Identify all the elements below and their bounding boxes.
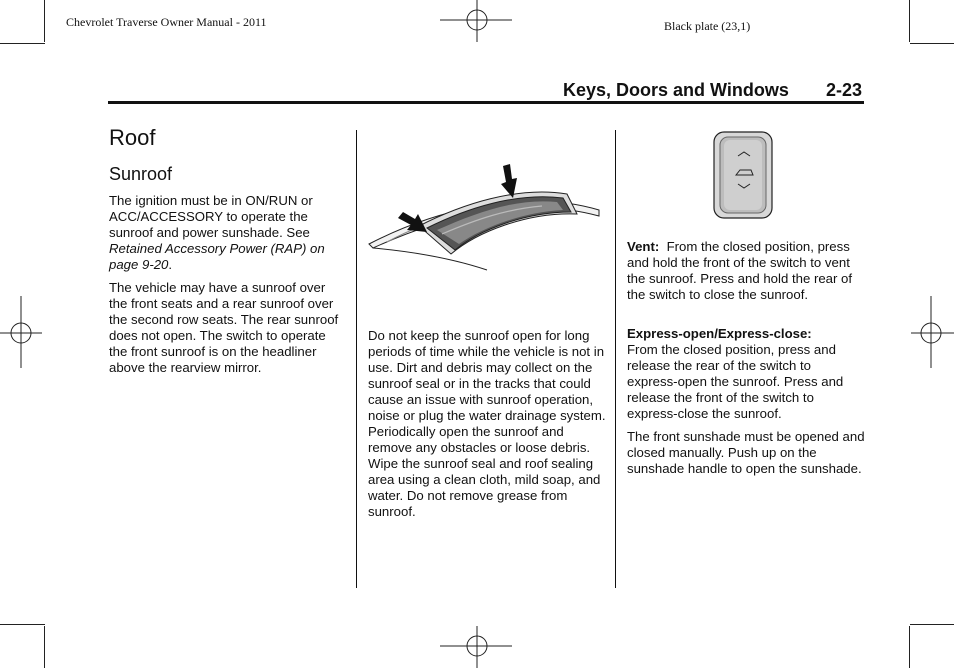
- page-number: 2-23: [826, 80, 863, 100]
- crop-mark: [910, 43, 954, 44]
- sunroof-illustration: [367, 164, 603, 274]
- print-header-right: Black plate (23,1): [664, 19, 751, 33]
- sunshade-paragraph: The front sunshade must be opened and closed manually. Push up on the sunshade handle to open the sunshade.: [627, 429, 865, 476]
- header-rule: [108, 101, 864, 104]
- express-label: Express-open/Express-close:: [627, 326, 812, 341]
- subsection-title: Sunroof: [109, 164, 173, 184]
- sunroof-description-paragraph: The vehicle may have a sunroof over the front seats and a rear sunroof over the second row seats. The rear sunroof does not open. The switch to operate the front sunroof is on the headliner above the rearview mirror.: [109, 280, 339, 375]
- registration-target-right: [909, 296, 954, 371]
- crop-mark: [909, 0, 910, 42]
- crop-mark: [910, 624, 954, 625]
- ignition-paragraph: [109, 193, 341, 273]
- column-divider: [356, 130, 357, 588]
- section-title: Keys, Doors and Windows: [563, 80, 789, 100]
- page-title: Roof: [109, 125, 156, 150]
- registration-target-bottom: [440, 624, 515, 668]
- rap-reference-link[interactable]: Retained Accessory Power (RAP) on page 9-20: [109, 241, 325, 272]
- express-text: From the closed position, press and release the rear of the switch to express-open the sunroof. Press and release the front of the switch to express-close the sunroof.: [627, 342, 844, 421]
- ignition-text: The ignition must be in ON/RUN or ACC/ACCESSORY to operate the sunroof and power sunshade. See: [109, 193, 313, 240]
- express-paragraph: [627, 326, 865, 422]
- crop-mark: [909, 626, 910, 668]
- crop-mark: [44, 626, 45, 668]
- print-header-left: Chevrolet Traverse Owner Manual - 2011: [66, 15, 267, 29]
- maintenance-paragraph: Do not keep the sunroof open for long periods of time while the vehicle is not in use. Dirt and debris may collect on the sunroof seal or in the tracks that could cause an issue with sunroof operation, noise or plug the water drainage system. Periodically open the sunroof and remove any obstacles or loose debris. Wipe the sunroof seal and roof sealing area using a clean cloth, mild soap, and water. Do not remove grease from sunroof.: [368, 328, 606, 519]
- ignition-period: .: [168, 257, 173, 272]
- sunroof-switch-illustration: [713, 130, 775, 222]
- registration-target-left: [0, 296, 45, 371]
- registration-target-top: [440, 0, 515, 45]
- column-divider: [615, 130, 616, 588]
- vent-text: From the closed position, press and hold the front of the switch to vent the sunroof. Press and hold the rear of the switch to close the sunroof.: [627, 239, 853, 302]
- crop-mark: [44, 0, 45, 42]
- vent-paragraph: [627, 239, 865, 303]
- crop-mark: [0, 43, 45, 44]
- crop-mark: [0, 624, 45, 625]
- vent-label: Vent:: [627, 239, 660, 254]
